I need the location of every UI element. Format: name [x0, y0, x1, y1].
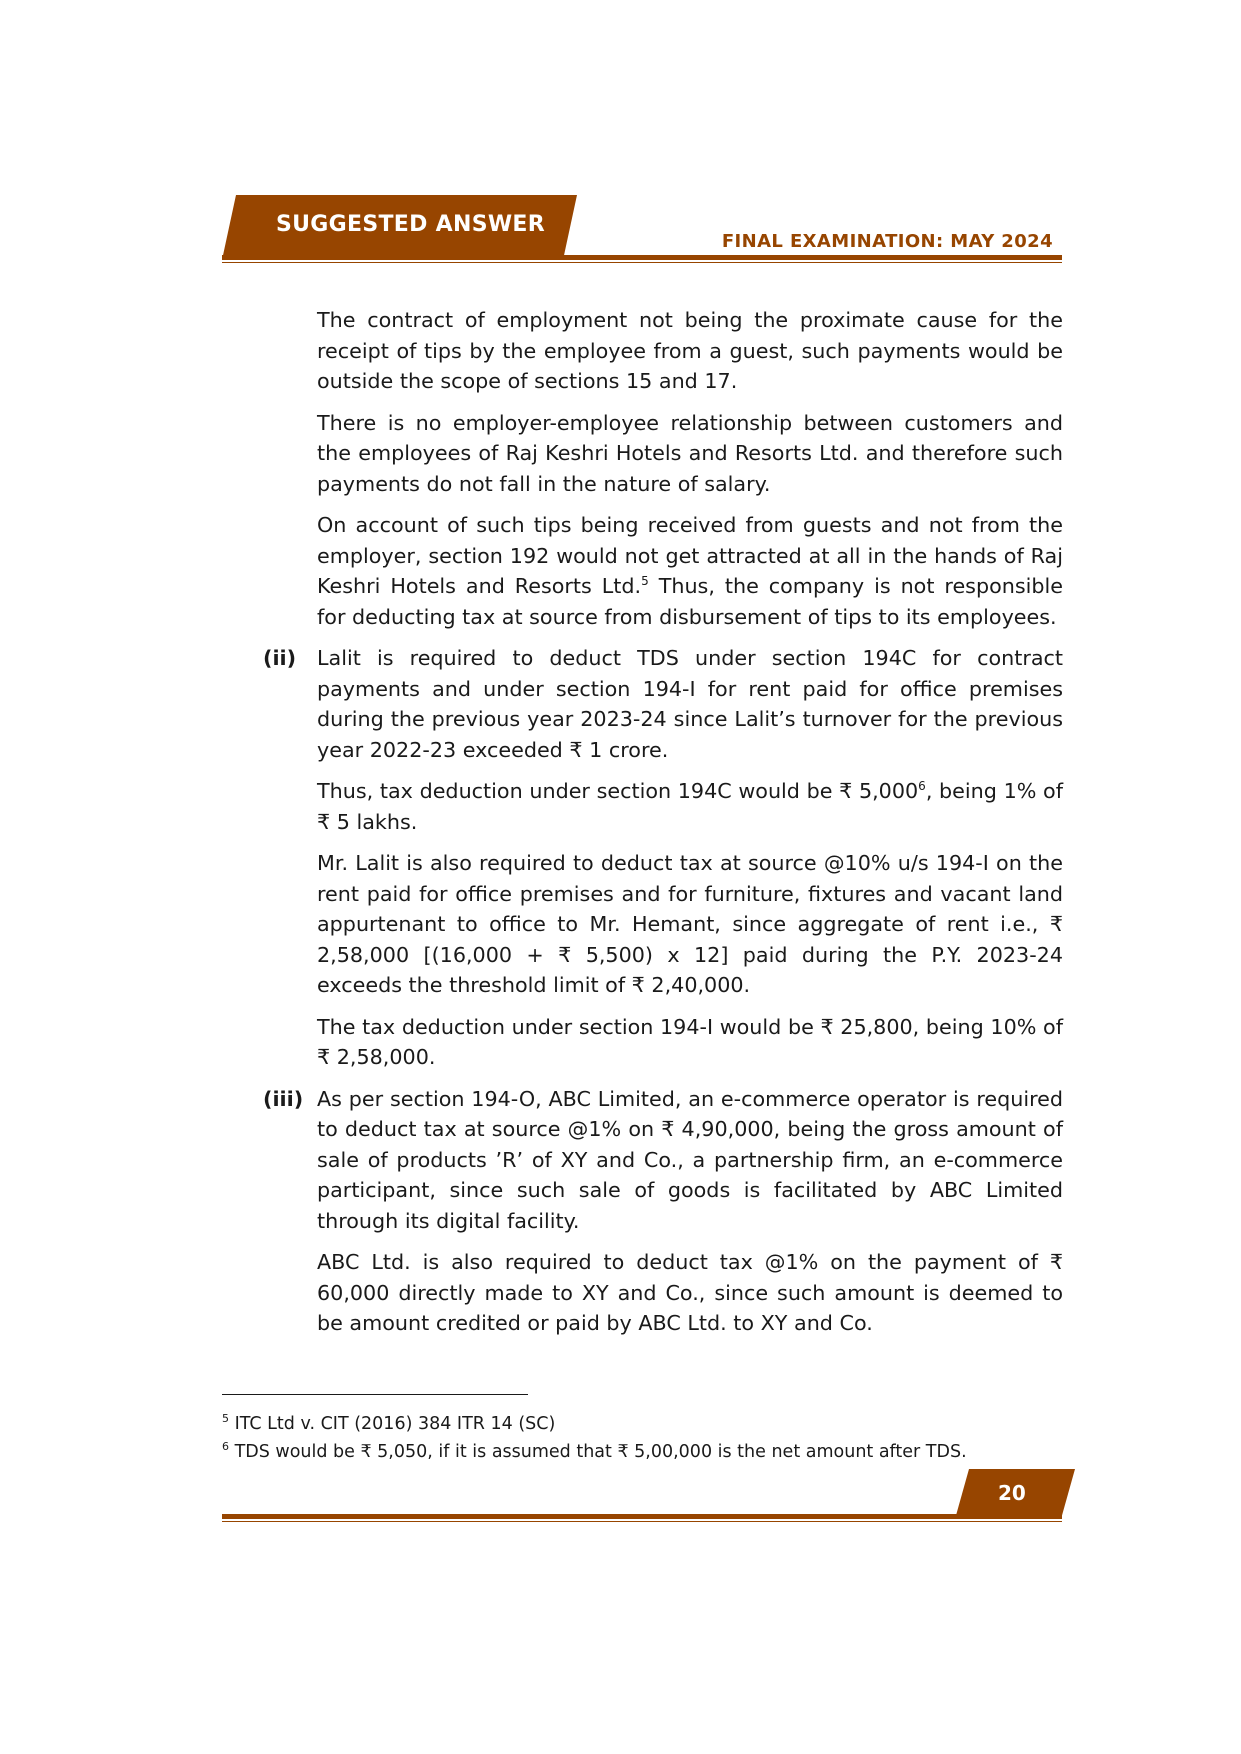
- paragraph: [263, 1084, 1063, 1237]
- answer-body: [263, 305, 1063, 1350]
- paragraph-text: The tax deduction under section 194-I would be ₹ 25,800, being 10% of ₹ 2,58,000.: [317, 1014, 1063, 1069]
- exam-title: FINAL EXAMINATION: MAY 2024: [721, 231, 1053, 252]
- item-label: [263, 1247, 317, 1339]
- paragraph: [263, 510, 1063, 632]
- footnote: $^6$ TDS would be ₹ 5,050, if it is assumed that ₹ 5,00,000 is the net amount after TDS.: [222, 1440, 967, 1462]
- item-label: [263, 510, 317, 632]
- paragraph-text: ABC Ltd. is also required to deduct tax @1% on the payment of ₹ 60,000 directly made to XY and Co., since such amount is deemed to be amount credited or paid by ABC Ltd. to XY and Co.: [317, 1250, 1063, 1335]
- paragraph-text: As per section 194-O, ABC Limited, an e-commerce operator is required to deduct tax at source @1% on ₹ 4,90,000, being the gross amount of sale of products ’R’ of XY and Co., a partnership firm, an e-commerce participant, since such sale of goods is facilitated by ABC Limited through its digital facility.: [317, 1086, 1063, 1233]
- paragraph-text: There is no employer-employee relationship between customers and the employees of Raj Keshri Hotels and Resorts Ltd. and therefore such payments do not fall in the nature of salary.: [317, 410, 1063, 496]
- paragraph: [263, 408, 1063, 500]
- paragraph: [263, 1012, 1063, 1073]
- header-rule: [222, 255, 1062, 260]
- footnote-ref: 5: [641, 574, 649, 589]
- item-label: [263, 848, 317, 1001]
- paragraph: [263, 305, 1063, 397]
- header-rule-thin: [222, 262, 1062, 263]
- footer-rule: [222, 1514, 1062, 1519]
- paragraph-text: Lalit is required to deduct TDS under section 194C for contract payments and under section 194-I for rent paid for office premises during the previous year 2023-24 since Lalit’s turnover for the previous year 2022-23 exceeded ₹ 1 crore.: [317, 646, 1063, 762]
- paragraph: [263, 776, 1063, 837]
- paragraph: [263, 1247, 1063, 1339]
- footnotes: [222, 1410, 967, 1466]
- footnote-separator: [222, 1394, 528, 1395]
- item-label: [263, 1012, 317, 1073]
- header-label: SUGGESTED ANSWER: [276, 212, 545, 237]
- paragraph-text: Mr. Lalit is also required to deduct tax at source @10% u/s 194-I on the rent paid for office premises and for furniture, fixtures and vacant land appurtenant to office to Mr. Hemant, since aggregate of rent i.e., ₹ 2,58,000 [(16,000 + ₹ 5,500) x 12] paid during the P.Y. 2023-24 exceeds the threshold limit of ₹ 2,40,000.: [317, 851, 1063, 997]
- item-label: [263, 408, 317, 500]
- item-label: (iii): [263, 1086, 304, 1111]
- footer-rule-thin: [222, 1521, 1062, 1522]
- page-number: 20: [998, 1481, 1026, 1505]
- footnote: $^5$ ITC Ltd v. CIT (2016) 384 ITR 14 (SC): [222, 1412, 556, 1434]
- item-label: (ii): [263, 646, 297, 670]
- paragraph-text: Thus, tax deduction under section 194C would be ₹ 5,000$^6$, being 1% of ₹ 5 lakhs.: [317, 779, 1063, 834]
- paragraph: [263, 848, 1063, 1001]
- item-label: [263, 305, 317, 397]
- item-label: [263, 776, 317, 837]
- paragraph-text: On account of such tips being received from guests and not from the employer, section 192 would not get attracted at all in the hands of Raj Keshri Hotels and Resorts Ltd.$^5$ Thus, the company is not responsible for deducting tax at source from disbursement of tips to its employees.: [317, 513, 1063, 629]
- paragraph: [263, 643, 1063, 765]
- footnote-ref: 6: [918, 779, 926, 794]
- paragraph-text: The contract of employment not being the proximate cause for the receipt of tips by the employee from a guest, such payments would be outside the scope of sections 15 and 17.: [317, 308, 1063, 393]
